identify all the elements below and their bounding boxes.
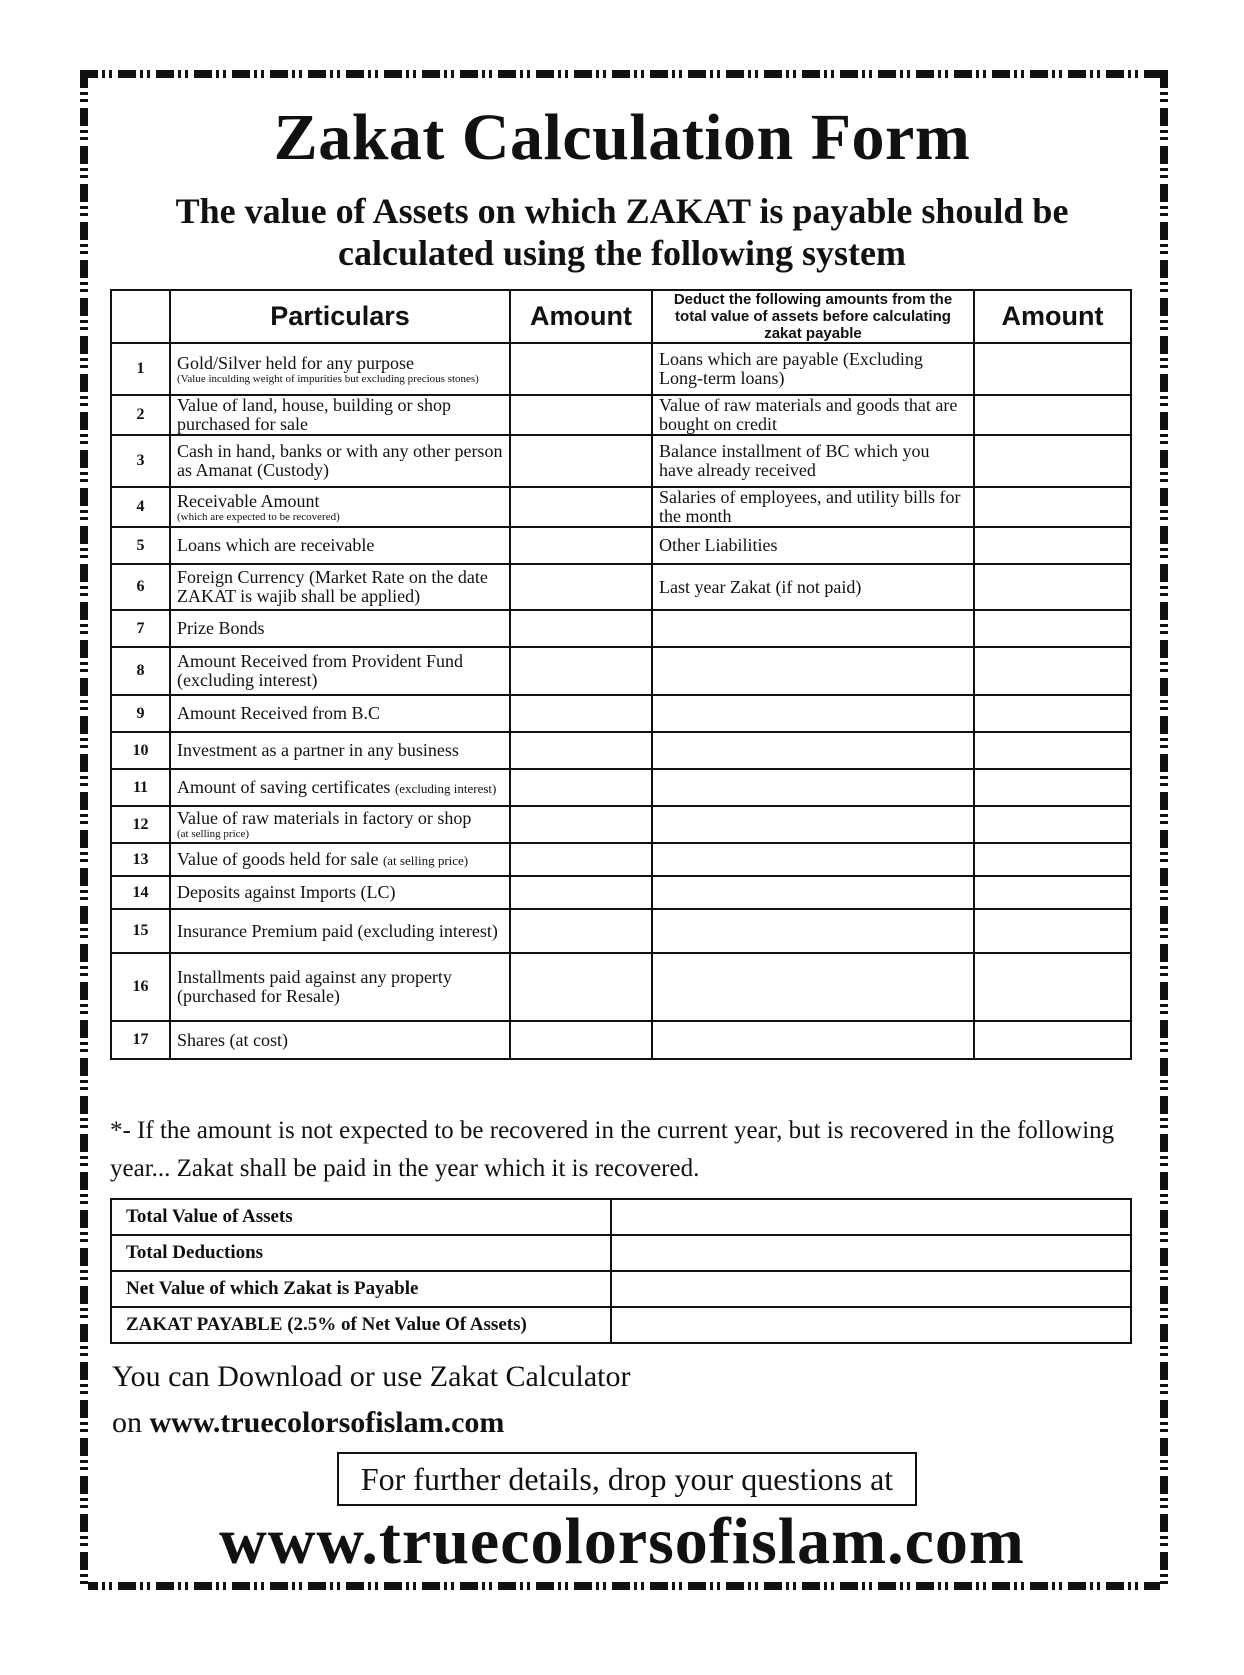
table-row xyxy=(111,953,1131,1021)
row-number: 12 xyxy=(111,806,170,843)
asset-particular xyxy=(170,806,510,843)
asset-particular xyxy=(170,343,510,395)
download-on: on xyxy=(112,1406,142,1439)
asset-particular xyxy=(170,647,510,695)
asset-particular xyxy=(170,1021,510,1059)
row-number: 4 xyxy=(111,487,170,527)
border-left xyxy=(80,70,88,1590)
asset-particular xyxy=(170,610,510,647)
asset-particular xyxy=(170,695,510,732)
asset-particular xyxy=(170,527,510,564)
table-row xyxy=(111,732,1131,769)
header-deductions: Deduct the following amounts from the total value of assets before calculating zakat payable xyxy=(652,290,974,343)
deduction-amount-cell[interactable] xyxy=(974,610,1131,647)
row-number: 2 xyxy=(111,395,170,435)
deduction-particular xyxy=(652,909,974,953)
asset-amount-cell[interactable] xyxy=(510,953,652,1021)
zakat-payable-value[interactable] xyxy=(611,1307,1131,1343)
row-number: 5 xyxy=(111,527,170,564)
total-deductions-label: Total Deductions xyxy=(111,1235,611,1271)
table-row xyxy=(111,435,1131,487)
asset-amount-cell[interactable] xyxy=(510,732,652,769)
zakat-table xyxy=(110,289,1132,1060)
table-row xyxy=(111,610,1131,647)
asset-label: Loans which are receivable xyxy=(177,535,375,555)
deduction-particular: Other Liabilities xyxy=(652,527,974,564)
asset-amount-cell[interactable] xyxy=(510,487,652,527)
asset-amount-cell[interactable] xyxy=(510,564,652,610)
asset-label: Amount Received from B.C xyxy=(177,703,380,723)
deduction-particular: Balance installment of BC which you have already received xyxy=(652,435,974,487)
asset-amount-cell[interactable] xyxy=(510,769,652,806)
table-header-row xyxy=(111,290,1131,343)
deduction-amount-cell[interactable] xyxy=(974,806,1131,843)
asset-amount-cell[interactable] xyxy=(510,343,652,395)
download-url-line xyxy=(112,1406,504,1440)
deduction-amount-cell[interactable] xyxy=(974,695,1131,732)
deduction-amount-cell[interactable] xyxy=(974,953,1131,1021)
asset-note: (at selling price) xyxy=(382,852,469,868)
asset-amount-cell[interactable] xyxy=(510,843,652,876)
asset-note: (excluding interest) xyxy=(394,780,497,796)
header-amount: Amount xyxy=(510,290,652,343)
net-value-value[interactable] xyxy=(611,1271,1131,1307)
table-row xyxy=(111,343,1131,395)
deduction-amount-cell[interactable] xyxy=(974,647,1131,695)
asset-label: Amount Received from Provident Fund (excluding interest) xyxy=(177,651,463,690)
deduction-amount-cell[interactable] xyxy=(974,395,1131,435)
row-number: 9 xyxy=(111,695,170,732)
table-row xyxy=(111,1021,1131,1059)
asset-label: Prize Bonds xyxy=(177,618,265,638)
table-row xyxy=(111,806,1131,843)
deduction-particular xyxy=(652,1021,974,1059)
questions-box: For further details, drop your questions at xyxy=(337,1452,917,1506)
asset-amount-cell[interactable] xyxy=(510,806,652,843)
asset-label: Deposits against Imports (LC) xyxy=(177,882,396,902)
deduction-particular xyxy=(652,769,974,806)
asset-note: (at selling price) xyxy=(177,828,250,840)
deduction-particular xyxy=(652,806,974,843)
asset-amount-cell[interactable] xyxy=(510,695,652,732)
table-row xyxy=(111,1307,1131,1343)
deduction-amount-cell[interactable] xyxy=(974,843,1131,876)
table-row xyxy=(111,695,1131,732)
table-row xyxy=(111,527,1131,564)
table-row xyxy=(111,1271,1131,1307)
row-number: 8 xyxy=(111,647,170,695)
total-assets-label: Total Value of Assets xyxy=(111,1199,611,1235)
asset-label: Cash in hand, banks or with any other person as Amanat (Custody) xyxy=(177,441,503,480)
asset-amount-cell[interactable] xyxy=(510,1021,652,1059)
download-url-link[interactable]: www.truecolorsofislam.com xyxy=(149,1406,505,1439)
deduction-particular xyxy=(652,647,974,695)
row-number: 15 xyxy=(111,909,170,953)
table-row xyxy=(111,487,1131,527)
border-right xyxy=(1160,70,1168,1590)
deduction-particular xyxy=(652,843,974,876)
asset-particular xyxy=(170,909,510,953)
table-row xyxy=(111,647,1131,695)
website-url[interactable]: www.truecolorsofislam.com xyxy=(219,1505,1025,1578)
asset-amount-cell[interactable] xyxy=(510,647,652,695)
deduction-particular: Value of raw materials and goods that are bought on credit xyxy=(652,395,974,435)
deduction-particular: Last year Zakat (if not paid) xyxy=(652,564,974,610)
table-row xyxy=(111,909,1131,953)
asset-label: Gold/Silver held for any purpose xyxy=(177,352,414,373)
table-row xyxy=(111,876,1131,909)
header-amount-2: Amount xyxy=(974,290,1131,343)
header-number xyxy=(111,290,170,343)
row-number: 6 xyxy=(111,564,170,610)
deduction-amount-cell[interactable] xyxy=(974,435,1131,487)
row-number: 3 xyxy=(111,435,170,487)
asset-amount-cell[interactable] xyxy=(510,909,652,953)
asset-label: Foreign Currency (Market Rate on the date ZAKAT is wajib shall be applied) xyxy=(177,567,488,606)
asset-label: Installments paid against any property (purchased for Resale) xyxy=(177,967,452,1006)
asset-label: Insurance Premium paid (excluding interest) xyxy=(177,920,498,941)
page-title: Zakat Calculation Form xyxy=(273,101,971,174)
border-top xyxy=(80,70,1168,78)
deduction-amount-cell[interactable] xyxy=(974,876,1131,909)
deduction-amount-cell[interactable] xyxy=(974,909,1131,953)
table-row xyxy=(111,769,1131,806)
row-number: 11 xyxy=(111,769,170,806)
table-row xyxy=(111,1199,1131,1235)
table-row xyxy=(111,395,1131,435)
row-number: 13 xyxy=(111,843,170,876)
deduction-particular xyxy=(652,695,974,732)
row-number: 14 xyxy=(111,876,170,909)
totals-table xyxy=(110,1198,1132,1344)
asset-particular xyxy=(170,564,510,610)
asset-note: (Value inculding weight of impurities but excluding precious stones) xyxy=(177,372,479,385)
deduction-particular xyxy=(652,876,974,909)
asset-label: Value of land, house, building or shop purchased for sale xyxy=(177,395,451,434)
border-bottom xyxy=(80,1582,1168,1590)
asset-amount-cell[interactable] xyxy=(510,527,652,564)
row-number: 16 xyxy=(111,953,170,1021)
deduction-amount-cell[interactable] xyxy=(974,732,1131,769)
deduction-particular: Salaries of employees, and utility bills for the month xyxy=(652,487,974,527)
row-number: 17 xyxy=(111,1021,170,1059)
asset-particular xyxy=(170,769,510,806)
asset-amount-cell[interactable] xyxy=(510,610,652,647)
deduction-amount-cell[interactable] xyxy=(974,527,1131,564)
asset-particular xyxy=(170,843,510,876)
zakat-payable-label: ZAKAT PAYABLE (2.5% of Net Value Of Assets) xyxy=(111,1307,611,1343)
table-row xyxy=(111,1235,1131,1271)
asset-particular xyxy=(170,732,510,769)
deduction-amount-cell[interactable] xyxy=(974,1021,1131,1059)
net-value-label: Net Value of which Zakat is Payable xyxy=(111,1271,611,1307)
asset-amount-cell[interactable] xyxy=(510,876,652,909)
asset-particular xyxy=(170,953,510,1021)
deduction-particular xyxy=(652,610,974,647)
row-number: 7 xyxy=(111,610,170,647)
recovery-note: *- If the amount is not expected to be recovered in the current year, but is recovered in the following year... Zakat shall be paid in the year which it is recovered. xyxy=(110,1117,1115,1182)
asset-particular xyxy=(170,487,510,527)
asset-label: Shares (at cost) xyxy=(177,1029,288,1050)
deduction-amount-cell[interactable] xyxy=(974,487,1131,527)
row-number: 10 xyxy=(111,732,170,769)
total-assets-value[interactable] xyxy=(611,1199,1131,1235)
deduction-particular xyxy=(652,732,974,769)
asset-amount-cell[interactable] xyxy=(510,395,652,435)
deduction-particular: Loans which are payable (Excluding Long-term loans) xyxy=(652,343,974,395)
deduction-amount-cell[interactable] xyxy=(974,769,1131,806)
asset-label: Receivable Amount xyxy=(177,490,320,511)
download-line: You can Download or use Zakat Calculator xyxy=(112,1360,631,1393)
row-number: 1 xyxy=(111,343,170,395)
asset-label: Value of goods held for sale xyxy=(177,848,379,869)
asset-label: Value of raw materials in factory or shop xyxy=(177,808,472,828)
header-particulars: Particulars xyxy=(170,290,510,343)
total-deductions-value[interactable] xyxy=(611,1235,1131,1271)
asset-particular xyxy=(170,876,510,909)
asset-particular xyxy=(170,435,510,487)
table-row xyxy=(111,843,1131,876)
asset-amount-cell[interactable] xyxy=(510,435,652,487)
asset-label: Investment as a partner in any business xyxy=(177,740,459,760)
page-subtitle: The value of Assets on which ZAKAT is payable should be calculated using the following system xyxy=(175,191,1069,273)
deduction-particular xyxy=(652,953,974,1021)
deduction-amount-cell[interactable] xyxy=(974,343,1131,395)
asset-note: (which are expected to be recovered) xyxy=(177,510,340,523)
deduction-amount-cell[interactable] xyxy=(974,564,1131,610)
asset-label: Amount of saving certificates xyxy=(177,776,391,797)
table-row xyxy=(111,564,1131,610)
asset-particular xyxy=(170,395,510,435)
